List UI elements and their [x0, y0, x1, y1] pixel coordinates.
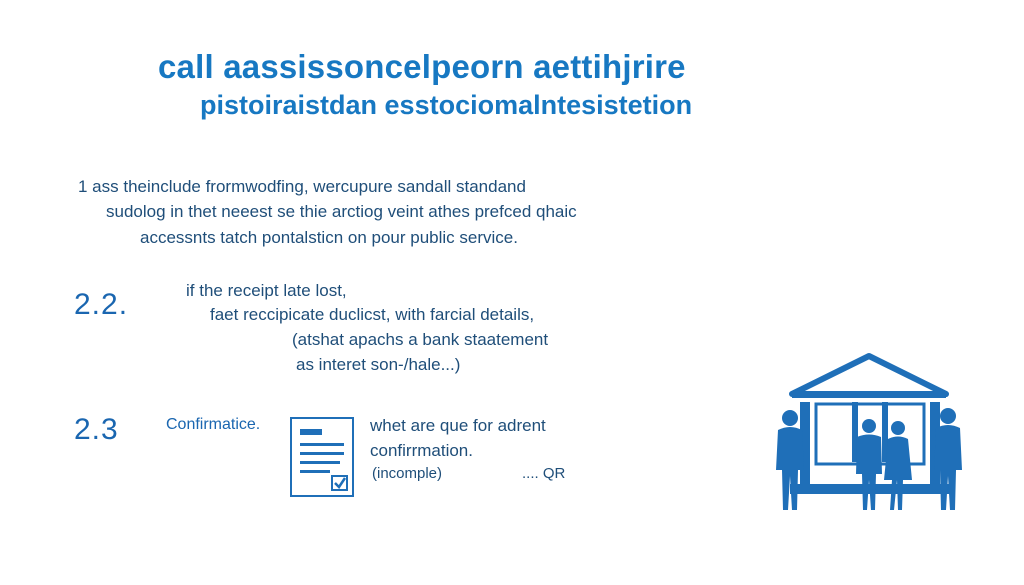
page-subtitle: pistoiraistdan esstociomalntesistetion: [200, 90, 693, 120]
document-check-icon: [290, 417, 354, 497]
section2-line3: (atshat apachs a bank staatement: [292, 330, 549, 349]
section3-line1: whet are que for adrent: [370, 416, 546, 435]
section1-line1: 1 ass theinclude frormwodfing, wercupure sandall standand: [78, 177, 526, 196]
section2-line2: faet reccipicate duclicst, with farcial details,: [210, 305, 535, 324]
section3-qr-text: .... QR: [522, 465, 566, 482]
section2-line1: if the receipt late lost,: [186, 281, 347, 300]
bank-building-people-icon: [770, 352, 968, 518]
section1-line2: sudolog in thet neeest se thie arctiog veint athes prefced qhaic: [106, 202, 577, 221]
section3-label: Confirmatice.: [166, 416, 261, 433]
section2-line4: as interet son-/hale...): [296, 355, 461, 374]
page-title: call aassissoncelpeorn aettihjrire: [158, 48, 686, 85]
section3-note: (incomple): [372, 465, 443, 482]
section2-number: 2.2.: [74, 288, 129, 321]
section3-line2: confirrmation.: [370, 441, 473, 460]
section1-line3: accessnts tatch pontalsticn on pour public service.: [140, 228, 518, 247]
section3-number: 2.3: [74, 413, 119, 446]
